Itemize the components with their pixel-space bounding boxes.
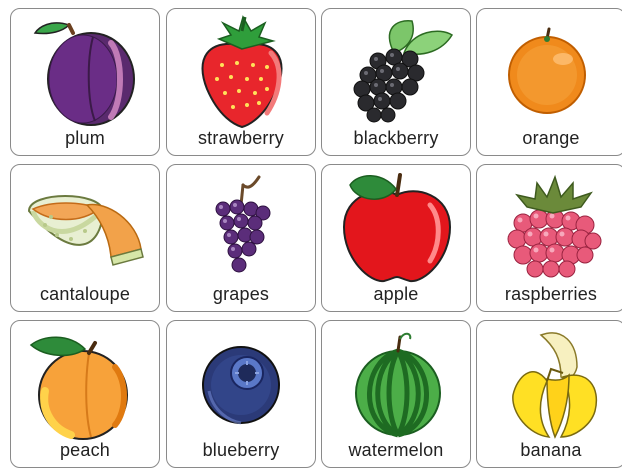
fruit-label: peach	[59, 440, 111, 460]
fruit-card-blueberry[interactable]	[166, 320, 316, 468]
fruit-card-cantaloupe[interactable]	[10, 164, 160, 312]
plum-icon	[11, 9, 160, 129]
fruit-card-grapes[interactable]	[166, 164, 316, 312]
fruit-card-blackberry[interactable]	[321, 8, 471, 156]
fruit-label: plum	[65, 128, 105, 148]
fruit-card-orange[interactable]	[476, 8, 622, 156]
fruit-label: watermelon	[348, 440, 444, 460]
blueberry-icon	[167, 321, 316, 441]
fruit-card-plum[interactable]	[10, 8, 160, 156]
fruit-label: raspberries	[504, 284, 598, 304]
fruit-label: blackberry	[353, 128, 439, 148]
watermelon-icon	[322, 321, 471, 441]
blackberry-icon	[322, 9, 471, 129]
fruit-label: apple	[373, 284, 419, 304]
peach-icon	[11, 321, 160, 441]
strawberry-icon	[167, 9, 316, 129]
fruit-label: strawberry	[197, 128, 284, 148]
fruit-label: blueberry	[202, 440, 280, 460]
fruit-card-apple[interactable]	[321, 164, 471, 312]
fruit-label: banana	[520, 440, 582, 460]
fruit-card-watermelon[interactable]	[321, 320, 471, 468]
banana-icon	[477, 321, 622, 441]
fruit-label: grapes	[212, 284, 270, 304]
fruit-card-raspberries[interactable]	[476, 164, 622, 312]
fruit-label: cantaloupe	[39, 284, 131, 304]
orange-icon	[477, 9, 622, 129]
fruit-card-peach[interactable]	[10, 320, 160, 468]
fruit-card-banana[interactable]	[476, 320, 622, 468]
raspberries-icon	[477, 165, 622, 285]
cantaloupe-icon	[11, 165, 160, 285]
grapes-icon	[167, 165, 316, 285]
fruit-label: orange	[522, 128, 580, 148]
apple-icon	[322, 165, 471, 285]
fruit-card-strawberry[interactable]	[166, 8, 316, 156]
